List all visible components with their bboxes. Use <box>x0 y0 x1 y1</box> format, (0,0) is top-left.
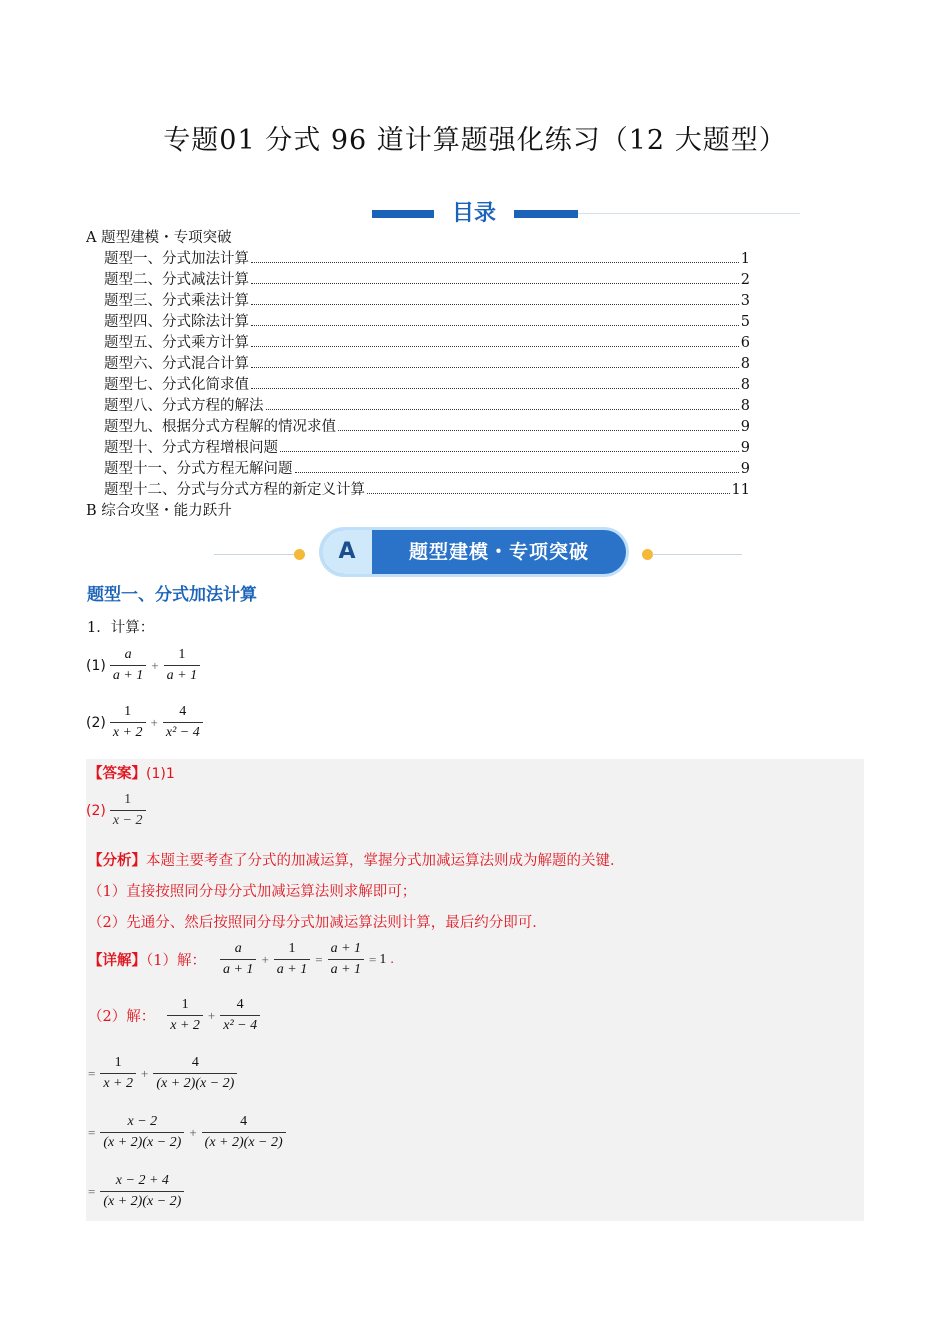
part-label: (2) <box>86 714 106 731</box>
answer-1: (1)1 <box>146 766 175 782</box>
banner-rule-left <box>214 554 298 555</box>
fraction: $\frac{1}{x + 2}$ <box>110 704 146 741</box>
banner-text: 题型建模・专项突破 <box>408 541 589 563</box>
toc-header-line <box>578 213 800 214</box>
step-2 <box>88 1114 288 1151</box>
fraction: $\frac{x - 2 + 4}{(x + 2)(x - 2)}$ <box>100 1173 184 1210</box>
question-stem: 1．计算： <box>87 620 155 636</box>
document-title: 专题01 分式 96 道计算题强化练习（12 大题型） <box>163 125 787 156</box>
toc-section-a[interactable]: A 题型建模・专项突破 <box>86 230 232 246</box>
toc-leader-dots <box>266 409 739 410</box>
part-label: (1) <box>86 657 106 674</box>
toc-item[interactable]: 题型十二、分式与分式方程的新定义计算 11 <box>104 482 750 498</box>
fraction: $\frac{1}{x + 2}$ <box>167 997 203 1034</box>
answer-line-1 <box>88 762 175 783</box>
analysis-point-2: （2）先通分、然后按照同分母分式加减运算法则计算，最后约分即可． <box>88 915 547 931</box>
fraction: $\frac{1}{a + 1}$ <box>274 941 310 978</box>
toc-item[interactable]: 题型二、分式减法计算 2 <box>104 272 750 288</box>
toc-leader-dots <box>251 262 739 263</box>
operator: + <box>261 951 269 967</box>
fraction: $\frac{1}{x + 2}$ <box>100 1055 136 1092</box>
detail-1-prefix: （1）解： <box>146 953 206 969</box>
question-part-2 <box>86 704 205 741</box>
period: . <box>390 951 394 967</box>
operator: + <box>141 1065 149 1081</box>
detail-tag: 【详解】 <box>88 952 146 969</box>
fraction: $\frac{4}{\text{x² − 4}}$ <box>220 997 260 1034</box>
toc-header-bar-right <box>514 210 578 218</box>
equals: = <box>315 951 323 967</box>
section-banner <box>0 528 950 576</box>
toc-leader-dots <box>251 367 739 368</box>
section-heading: 题型一、分式加法计算 <box>87 585 257 605</box>
toc-item[interactable]: 题型五、分式乘方计算 6 <box>104 335 750 351</box>
equals: = <box>88 1124 96 1140</box>
operator: + <box>207 1007 216 1023</box>
answer-box <box>86 759 864 1221</box>
step-3 <box>88 1173 186 1210</box>
fraction: $\frac{x - 2}{(x + 2)(x - 2)}$ <box>100 1114 184 1151</box>
detail-2 <box>88 997 262 1034</box>
fraction: $\frac{a}{a + 1}$ <box>220 941 256 978</box>
result: 1 <box>379 951 387 967</box>
toc-leader-dots <box>280 451 739 452</box>
analysis-line <box>88 849 625 870</box>
toc-leader-dots <box>295 472 739 473</box>
step-1 <box>88 1055 239 1092</box>
answer-tag: 【答案】 <box>88 765 146 782</box>
fraction: $\frac{4}{(x + 2)(x - 2)}$ <box>202 1114 286 1151</box>
toc-item[interactable]: 题型十、分式方程增根问题 9 <box>104 440 750 456</box>
toc-header <box>0 196 950 232</box>
toc-item[interactable]: 题型七、分式化简求值 8 <box>104 377 750 393</box>
toc-item[interactable]: 题型一、分式加法计算 1 <box>104 251 750 267</box>
toc-item[interactable]: 题型六、分式混合计算 8 <box>104 356 750 372</box>
toc-leader-dots <box>251 346 739 347</box>
toc-item[interactable]: 题型十一、分式方程无解问题 9 <box>104 461 750 477</box>
fraction: $\frac{4}{(x + 2)(x - 2)}$ <box>153 1055 237 1092</box>
equals: = <box>88 1065 96 1081</box>
part-label: (2) <box>86 802 106 819</box>
toc-item[interactable]: 题型四、分式除法计算 5 <box>104 314 750 330</box>
operator: + <box>151 657 159 673</box>
question-part-1 <box>86 647 202 684</box>
equals: = <box>88 1183 96 1199</box>
fraction: $\frac{a}{a + 1}$ <box>110 647 146 684</box>
toc-item[interactable]: 题型九、根据分式方程解的情况求值 9 <box>104 419 750 435</box>
fraction: $\frac{a + 1}{a + 1}$ <box>328 941 364 978</box>
toc-leader-dots <box>251 283 739 284</box>
banner-rule-right <box>652 554 742 555</box>
equals: = <box>369 951 377 967</box>
toc-leader-dots <box>251 388 739 389</box>
toc-leader-dots <box>338 430 739 431</box>
fraction: $\frac{1}{x - 2}$ <box>110 792 146 829</box>
fraction: $\frac{4}{\text{x² − 4}}$ <box>163 704 203 741</box>
banner-pill <box>322 530 626 574</box>
banner-badge: A <box>322 530 372 574</box>
operator: + <box>150 714 158 730</box>
analysis-tag: 【分析】 <box>88 852 146 869</box>
toc-section-b[interactable]: B 综合攻坚・能力跃升 <box>86 503 232 519</box>
fraction: $\frac{1}{a + 1}$ <box>164 647 200 684</box>
answer-part-2 <box>86 792 148 829</box>
toc-header-bar-left <box>372 210 434 218</box>
toc-item[interactable]: 题型三、分式乘法计算 3 <box>104 293 750 309</box>
toc-heading: 目录 <box>451 201 496 226</box>
toc-leader-dots <box>251 304 739 305</box>
detail-1 <box>88 941 394 978</box>
toc-leader-dots <box>251 325 739 326</box>
toc-leader-dots <box>367 493 730 494</box>
analysis-point-1: （1）直接按照同分母分式加减运算法则求解即可； <box>88 884 417 900</box>
banner-dot-left <box>294 549 305 560</box>
toc-item[interactable]: 题型八、分式方程的解法 8 <box>104 398 750 414</box>
operator: + <box>189 1124 197 1140</box>
analysis-text: 本题主要考查了分式的加减运算，掌握分式加减运算法则成为解题的关键． <box>146 853 625 869</box>
table-of-contents <box>86 228 750 522</box>
detail-2-prefix: （2）解： <box>88 1009 156 1025</box>
